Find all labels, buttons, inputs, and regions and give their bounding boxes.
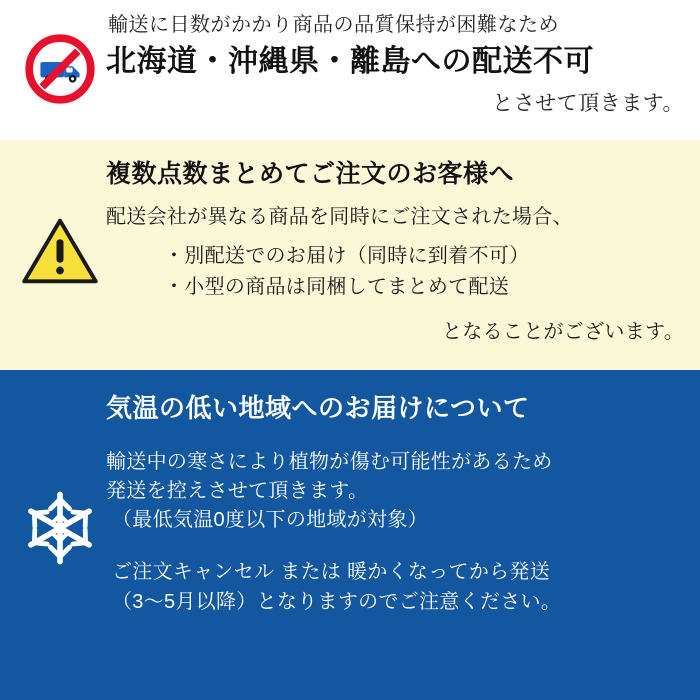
multiple-items-section	[0, 140, 700, 370]
shipping-headline: 北海道・沖縄県・離島への配送不可	[106, 45, 594, 78]
multiple-items-text-block	[106, 154, 686, 344]
list-item: ・別配送でのお届け（同時に到着不可）	[164, 244, 530, 267]
cold-area-line1: 輸送中の寒さにより植物が傷む可能性があるため	[106, 450, 553, 473]
list-item: ・小型の商品は同梱してまとめて配送	[164, 275, 510, 298]
cold-area-line4: （3〜5月以降）となりますのでご注意ください。	[112, 590, 562, 613]
shipping-reason-line: 輸送に日数がかかり商品の品質保持が困難なため	[108, 14, 559, 36]
cold-area-note: （最低気温0度以下の地域が対象）	[112, 508, 428, 531]
shipping-unavailable-section	[0, 0, 700, 140]
multiple-items-bullet-list	[106, 241, 686, 303]
cold-area-text-block	[106, 388, 686, 617]
spacer	[106, 535, 686, 557]
shipping-text-block	[106, 8, 686, 117]
warning-triangle-icon	[14, 154, 106, 286]
multiple-items-footer: となることがございます。	[442, 320, 684, 343]
multiple-items-subtitle: 配送会社が異なる商品を同時にご注文された場合、	[106, 205, 573, 228]
cold-area-line3: ご注文キャンセル または 暖かくなってから発送	[112, 560, 551, 583]
cold-area-headline: 気温の低い地域へのお届けについて	[106, 393, 530, 423]
cold-area-section	[0, 370, 700, 700]
shipping-closing-line: とさせて頂きます。	[492, 91, 684, 115]
multiple-items-headline: 複数点数まとめてご注文のお客様へ	[106, 160, 515, 188]
snowflake-icon	[14, 388, 106, 568]
no-truck-icon	[14, 8, 106, 104]
cold-area-line2: 発送を控えさせて頂きます。	[106, 479, 369, 502]
